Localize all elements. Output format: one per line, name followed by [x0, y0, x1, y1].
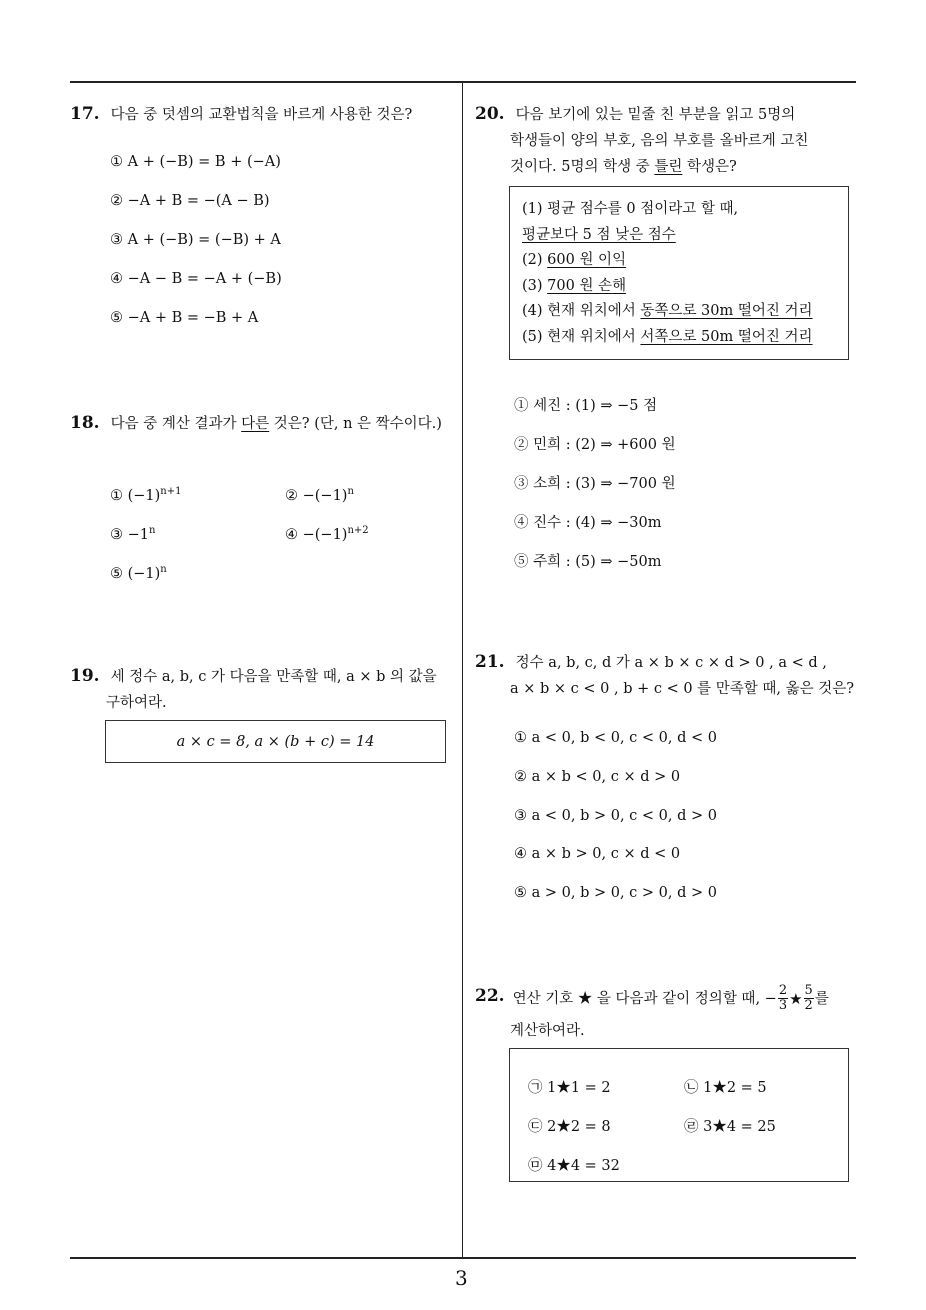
condition-box — [105, 720, 446, 763]
question-number: 20. — [475, 104, 505, 124]
question-number: 22. — [475, 986, 505, 1006]
option-5[interactable]: ⑤ $(-1)^n$ — [110, 564, 167, 582]
question-text-line2: 구하여라. — [106, 695, 167, 711]
fraction-2-3: $\frac{2}{3}$ — [778, 983, 788, 1013]
box-line-4: (3) 700 원 손해 — [522, 277, 627, 294]
column-divider — [462, 82, 463, 1258]
option-4[interactable]: ④ a × b > 0, c × d < 0 — [514, 846, 681, 862]
question-text: 세 정수 a, b, c 가 다음을 만족할 때, a × b 의 값을 — [110, 669, 437, 685]
box-line-5: (4) 현재 위치에서 동쪽으로 30m 떨어진 거리 — [522, 303, 813, 319]
question-19 — [70, 664, 437, 690]
question-21 — [475, 650, 827, 676]
box-line-1: (1) 평균 점수를 0 점이라고 할 때, — [522, 201, 739, 217]
option-5[interactable]: ⑤ a > 0, b > 0, c > 0, d > 0 — [514, 885, 717, 901]
bottom-rule — [70, 1257, 856, 1259]
star-symbol: ★ — [789, 989, 803, 1008]
question-text: 다음 중 계산 결과가 다른 것은? (단, n 은 짝수이다.) — [110, 416, 442, 432]
box-line-3: (2) 600 원 이익 — [522, 252, 627, 268]
question-text: 다음 중 덧셈의 교환법칙을 바르게 사용한 것은? — [110, 107, 413, 123]
option-1[interactable]: ① a < 0, b < 0, c < 0, d < 0 — [514, 730, 717, 746]
option-2[interactable]: ② −A + B = −(A − B) — [110, 193, 270, 209]
question-number: 17. — [70, 104, 100, 124]
question-number: 18. — [70, 413, 100, 433]
definition-a: ㉠ 1★1 = 2 — [528, 1080, 611, 1096]
question-text-line2: 계산하여라. — [510, 1023, 585, 1039]
option-3[interactable]: ③ A + (−B) = (−B) + A — [110, 232, 281, 248]
page-number: 3 — [455, 1266, 468, 1290]
question-text-line2: 학생들이 양의 부호, 음의 부호를 올바르게 고친 — [510, 133, 809, 149]
definition-b: ㉡ 1★2 = 5 — [684, 1080, 767, 1096]
question-number: 19. — [70, 666, 100, 686]
question-22 — [475, 984, 829, 1013]
option-2[interactable]: ② $-(-1)^n$ — [285, 486, 354, 504]
underlined-word: 다른 — [241, 416, 270, 432]
box-line-2: 평균보다 5 점 낮은 점수 — [522, 226, 676, 243]
option-4[interactable]: ④ −A − B = −A + (−B) — [110, 271, 282, 287]
question-18 — [70, 411, 442, 437]
question-text-line3: 것이다. 5명의 학생 중 틀린 학생은? — [510, 159, 737, 175]
option-5[interactable]: ⑤ 주희 : (5) ⇒ −50m — [514, 554, 662, 570]
definition-d: ㉣ 3★4 = 25 — [684, 1119, 776, 1135]
question-text: 정수 a, b, c, d 가 a × b × c × d > 0 , a < d , — [515, 655, 827, 671]
option-1[interactable]: ① A + (−B) = B + (−A) — [110, 154, 281, 170]
option-3[interactable]: ③ $-1^n$ — [110, 525, 156, 543]
question-number: 21. — [475, 652, 505, 672]
condition-text: a × c = 8, a × (b + c) = 14 — [176, 733, 375, 750]
example-box — [509, 186, 849, 360]
definition-e: ㉤ 4★4 = 32 — [528, 1158, 620, 1174]
option-2[interactable]: ② a × b < 0, c × d > 0 — [514, 769, 681, 785]
definition-c: ㉢ 2★2 = 8 — [528, 1119, 611, 1135]
underlined-word: 틀린 — [654, 159, 683, 175]
fraction-5-2: $\frac{5}{2}$ — [804, 983, 813, 1013]
question-20 — [475, 102, 795, 128]
option-5[interactable]: ⑤ −A + B = −B + A — [110, 310, 259, 326]
definition-box — [509, 1048, 849, 1182]
option-4[interactable]: ④ $-(-1)^{n+2}$ — [285, 525, 369, 543]
option-2[interactable]: ② 민희 : (2) ⇒ +600 원 — [514, 437, 676, 453]
option-1[interactable]: ① 세진 : (1) ⇒ −5 점 — [514, 398, 658, 414]
option-1[interactable]: ① $(-1)^{n+1}$ — [110, 486, 182, 504]
question-text-line2: a × b × c < 0 , b + c < 0 를 만족할 때, 옳은 것은? — [510, 681, 855, 697]
option-3[interactable]: ③ a < 0, b > 0, c < 0, d > 0 — [514, 808, 717, 824]
option-3[interactable]: ③ 소희 : (3) ⇒ −700 원 — [514, 476, 676, 492]
box-line-6: (5) 현재 위치에서 서쪽으로 50m 떨어진 거리 — [522, 328, 813, 345]
option-4[interactable]: ④ 진수 : (4) ⇒ −30m — [514, 515, 662, 531]
question-text: 연산 기호 ★ 을 다음과 같이 정의할 때, − $\frac{2}{3}$ ★ $\frac{5}{2}$ 를 — [512, 983, 829, 1013]
question-17 — [70, 102, 412, 128]
question-text: 다음 보기에 있는 밑줄 친 부분을 읽고 5명의 — [515, 107, 796, 123]
